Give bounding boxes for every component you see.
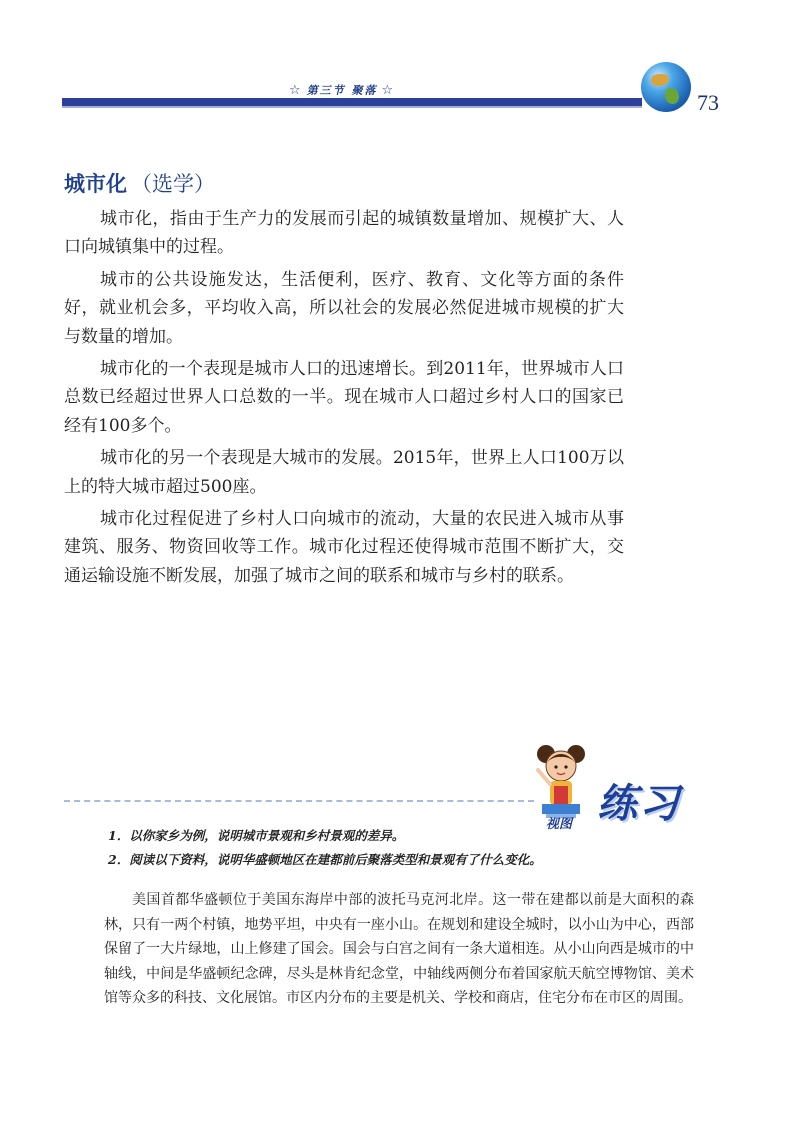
- exercise-divider: [64, 800, 534, 802]
- globe-icon: [641, 62, 691, 112]
- exercise-list: [108, 824, 708, 872]
- page-header: [0, 0, 800, 130]
- paragraph: 城市化的一个表现是城市人口的迅速增长。到2011年，世界城市人口总数已经超过世界人口总数的一半。现在城市人口超过乡村人口的国家已经有100多个。: [64, 359, 624, 436]
- section-title-text: 城市化: [64, 172, 127, 196]
- paragraph: 城市化过程促进了乡村人口向城市的流动，大量的农民进入城市从事建筑、服务、物资回收等工作。城市化过程还使得城市范围不断扩大，交通运输设施不断发展，加强了城市之间的联系和城市与乡村的联系。: [64, 509, 624, 586]
- section-title-note: （选学）: [131, 172, 215, 196]
- exercise-item: 2．阅读以下资料，说明华盛顿地区在建都前后聚落类型和景观有了什么变化。: [108, 852, 542, 867]
- mascot-illustration: [530, 740, 592, 820]
- star-icon: ☆: [381, 83, 396, 98]
- star-icon: ☆: [289, 83, 303, 98]
- reading-passage: 美国首都华盛顿位于美国东海岸中部的波托马克河北岸。这一带在建都以前是大面积的森林，只有一两个村镇，地势平坦，中央有一座小山。在规划和建设全城时，以小山为中心，西部保留了一大片绿地，山上修建了国会。国会与白宫之间有一条大道相连。从小山向西是城市的中轴线，中间是华盛顿纪念碑，尽头是林肯纪念堂，中轴线两侧分布着国家航天航空博物馆、美术馆等众多的科技、文化展馆。市区内分布的主要是机关、学校和商店，住宅分布在市区的周围。: [104, 892, 694, 1006]
- section-title: [64, 168, 215, 198]
- paragraph: 城市化的另一个表现是大城市的发展。2015年，世界上人口100万以上的特大城市超过500座。: [64, 448, 624, 497]
- paragraph: 城市化，指由于生产力的发展而引起的城镇数量增加、规模扩大、人口向城镇集中的过程。: [64, 209, 624, 258]
- running-header: [285, 82, 399, 98]
- exercise-title: 练习: [597, 780, 681, 827]
- chapter-title: 第三节 聚落: [306, 84, 378, 97]
- view-label: 视图: [546, 817, 573, 832]
- header-bar: [62, 98, 642, 108]
- page-number: 73: [697, 90, 719, 115]
- body-text: [64, 205, 624, 594]
- paragraph: 城市的公共设施发达，生活便利，医疗、教育、文化等方面的条件好，就业机会多，平均收入高，所以社会的发展必然促进城市规模的扩大与数量的增加。: [64, 269, 624, 347]
- exercise-item: 1．以你家乡为例，说明城市景观和乡村景观的差异。: [108, 828, 405, 843]
